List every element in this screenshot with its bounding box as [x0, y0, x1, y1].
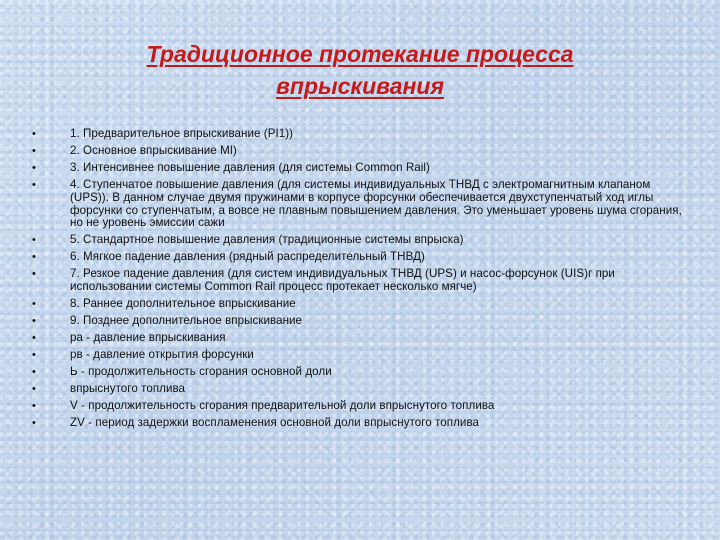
bullet-icon: • [32, 399, 36, 412]
list-item [32, 298, 690, 311]
list-item [32, 179, 690, 230]
list-item [32, 366, 690, 379]
list-item [32, 349, 690, 362]
title-line-2: впрыскивания [276, 73, 444, 99]
item-text: V - продолжительность сгорания предварительной доли впрыснутого топлива [70, 398, 495, 412]
list-item [32, 162, 690, 175]
bullet-icon: • [32, 298, 36, 311]
slide-title [60, 38, 660, 102]
item-text: pв - давление открытия форсунки [70, 348, 254, 362]
item-text: Ь - продолжительность сгорания основной доли [70, 365, 332, 379]
bullet-icon: • [32, 161, 36, 174]
bullet-icon: • [32, 383, 36, 395]
bullet-icon: • [32, 366, 36, 379]
title-line-1: Традиционное протекание процесса [146, 41, 574, 67]
list-item [32, 383, 690, 396]
item-text: ZV - период задержки воспламенения основной доли впрыснутого топлива [70, 415, 480, 429]
list-item [32, 417, 690, 430]
item-text: 9. Позднее дополнительное впрыскивание [70, 314, 303, 328]
bullet-icon: • [32, 144, 36, 157]
item-text: впрыснутого топлива [70, 382, 186, 395]
bullet-icon: • [32, 315, 36, 328]
item-text: 8. Раннее дополнительное впрыскивание [70, 297, 296, 311]
bullet-list [32, 128, 690, 434]
list-item [32, 251, 690, 264]
item-text: 7. Резкое падение давления (для систем индивидуальных ТНВД (UPS) и насос-форсунок (UIS)г при использовании системы Common Rail процесс протекает несколько мягче) [70, 267, 615, 294]
item-text: 3. Интенсивнее повышение давления (для системы Common Rail) [70, 160, 430, 174]
bullet-icon: • [32, 251, 36, 264]
bullet-icon: • [32, 416, 36, 429]
bullet-icon: • [32, 332, 36, 345]
bullet-icon: • [32, 178, 36, 191]
list-item [32, 128, 690, 141]
bullet-icon: • [32, 234, 36, 247]
item-text: 4. Ступенчатое повышение давления (для системы индивидуальных ТНВД с электромагнитным клапаном (UPS)). В данном случае двумя пружинами в корпусе форсунки обеспечивается двухступенчатый ход иглы форсунки со ступенчатым, а вовсе не плавным повышением давления. Это уменьшает уровень шума сгорания, но не уровень эмиссии сажи [70, 177, 682, 230]
bullet-icon: • [32, 128, 36, 140]
item-text: 1. Предварительное впрыскивание (PI1)) [70, 127, 294, 140]
list-item [32, 145, 690, 158]
list-item [32, 332, 690, 345]
bullet-icon: • [32, 268, 36, 281]
item-text: 6. Мягкое падение давления (рядный распределительный ТНВД) [70, 250, 425, 264]
list-item [32, 400, 690, 413]
item-text: pa - давление впрыскивания [70, 331, 226, 345]
list-item [32, 315, 690, 328]
item-text: 5. Стандартное повышение давления (традиционные системы впрыска) [70, 233, 464, 247]
item-text: 2. Основное впрыскивание MI) [70, 143, 237, 157]
list-item [32, 268, 690, 294]
list-item [32, 234, 690, 247]
bullet-icon: • [32, 349, 36, 362]
